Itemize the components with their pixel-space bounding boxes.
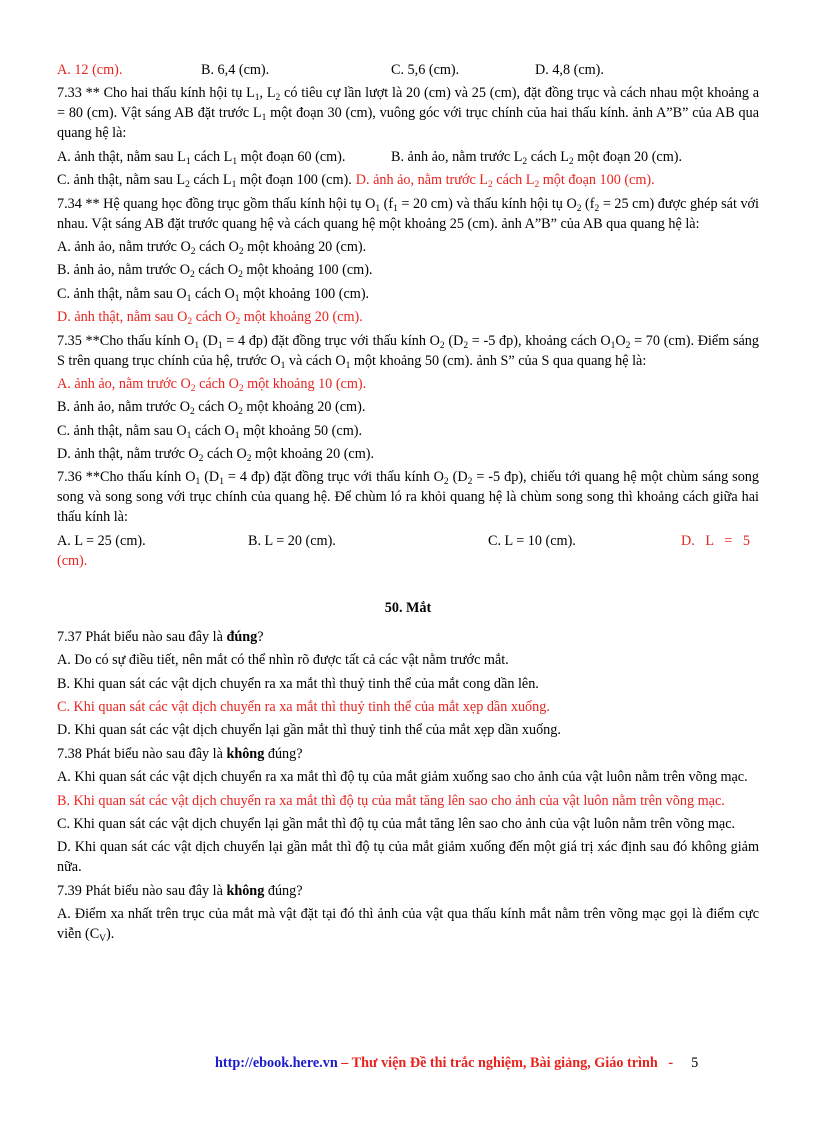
q735-option-c: C. ảnh thật, nằm sau $O_1$ cách $O_1$ một khoảng 50 (cm). <box>57 422 363 441</box>
page-number: 5 <box>691 1055 699 1071</box>
q737-option-c: C. Khi quan sát các vật dịch chuyển ra xa mắt thì thuỷ tinh thể của mắt xẹp dần xuống. <box>57 699 550 716</box>
q739-option-a: A. Điểm xa nhất trên trục của mắt mà vật đặt tại đó thì ảnh của vật qua thấu kính mắt nằm trên võng mạc gọi là điểm cực viễn $(C_V)$. <box>57 906 759 945</box>
q733-options-ab <box>57 147 759 167</box>
q733-option-a: A. ảnh thật, nằm sau $L_1$ cách $L_1$ một đoạn 60 (cm). <box>57 148 346 167</box>
q734-option-d: D. ảnh thật, nằm sau $O_2$ cách $O_2$ một khoảng 20 (cm). <box>57 309 363 328</box>
page-footer <box>215 1053 775 1073</box>
footer-library-title: Thư viện Đề thi trắc nghiệm, Bài giảng, Giáo trình <box>351 1055 658 1071</box>
q734-option-c: C. ảnh thật, nằm sau $O_1$ cách $O_1$ một khoảng 100 (cm). <box>57 285 370 304</box>
q734-stem: 7.34 ** Hệ quang học đồng trục gồm thấu kính hội tụ $O_1$ ($f_1 = 20$ cm) và thấu kính hội tụ $O_2$ ($f_2 = 25$ cm) được ghép sát với nhau. Vật sáng AB đặt trước quang hệ và cách quang hệ một khoảng 25 (cm). ảnh A”B” của AB qua quang hệ là: <box>57 195 759 232</box>
q732-option-c: C. 5,6 (cm). <box>391 62 460 78</box>
q735-stem: 7.35 **Cho thấu kính $O_1$ ($D_1 = 4$ đp) đặt đồng trục với thấu kính $O_2$ ($D_2 = -5$ đp), khoảng cách $O_1O_2 = 70$ (cm). Điểm sáng S trên quang trục chính của hệ, trước $O_1$ và cách $O_1$ một khoảng 50 (cm). ảnh S” của S qua quang hệ là: <box>57 332 759 371</box>
q738-option-c: C. Khi quan sát các vật dịch chuyển lại gần mắt thì độ tụ của mắt tăng lên sao cho ảnh của vật luôn nằm trên võng mạc. <box>57 815 736 832</box>
q737-stem: 7.37 Phát biểu nào sau đây là đúng? <box>57 628 264 645</box>
q737-option-d: D. Khi quan sát các vật dịch chuyển lại gần mắt thì thuỷ tinh thể của mắt xẹp dần xuống. <box>57 722 561 739</box>
q735-option-d: D. ảnh thật, nằm trước $O_2$ cách $O_2$ một khoảng 20 (cm). <box>57 446 375 465</box>
q733-options-cd <box>57 170 759 190</box>
q736-option-c: C. L = 10 (cm). <box>488 532 576 549</box>
q736-option-b: B. L = 20 (cm). <box>248 532 336 549</box>
q737-option-b: B. Khi quan sát các vật dịch chuyển ra xa mắt thì thuỷ tinh thể của mắt cong dần lên. <box>57 675 539 692</box>
q736-option-a: A. L = 25 (cm). <box>57 532 146 549</box>
q732-option-b: B. 6,4 (cm). <box>201 62 270 78</box>
q739-stem: 7.39 Phát biểu nào sau đây là không đúng? <box>57 882 303 899</box>
q736-option-d-cont: (cm). <box>57 552 88 569</box>
q732-options <box>57 60 759 80</box>
q736-options <box>57 531 759 551</box>
footer-dash: - <box>657 1055 674 1071</box>
q735-option-a: A. ảnh ảo, nằm trước $O_2$ cách $O_2$ một khoảng 10 (cm). <box>57 375 367 394</box>
q738-option-d: D. Khi quan sát các vật dịch chuyển lại gần mắt thì độ tụ của mắt giảm xuống đến một giá trị xác định sau đó không giảm nữa. <box>57 839 759 876</box>
section-title: 50. Mắt <box>384 599 432 616</box>
footer-link[interactable]: http://ebook.here.vn <box>215 1055 338 1071</box>
q732-option-d: D. 4,8 (cm). <box>535 62 604 78</box>
q733-option-c: C. ảnh thật, nằm sau $L_2$ cách $L_1$ một đoạn 100 (cm). <box>57 172 352 191</box>
q734-option-b: B. ảnh ảo, nằm trước $O_2$ cách $O_2$ một khoảng 100 (cm). <box>57 262 373 281</box>
q736-stem: 7.36 **Cho thấu kính $O_1$ ($D_1 = 4$ đp) đặt đồng trục với thấu kính $O_2$ ($D_2 = -5$ đp), chiếu tới quang hệ một chùm sáng song song và song song với trục chính của quang hệ. Để chùm ló ra khỏi quang hệ là chùm song song thì khoảng cách giữa hai thấu kính là: <box>57 469 759 526</box>
q732-option-a: A. 12 (cm). <box>57 62 123 78</box>
q734-option-a: A. ảnh ảo, nằm trước $O_2$ cách $O_2$ một khoảng 20 (cm). <box>57 238 367 257</box>
q733-option-d: D. ảnh ảo, nằm trước $L_2$ cách $L_2$ một đoạn 100 (cm). <box>355 172 655 191</box>
q738-stem: 7.38 Phát biểu nào sau đây là không đúng? <box>57 745 303 762</box>
q735-option-b: B. ảnh ảo, nằm trước $O_2$ cách $O_2$ một khoảng 20 (cm). <box>57 399 366 418</box>
document-page <box>57 60 759 948</box>
q737-option-a: A. Do có sự điều tiết, nên mắt có thể nhìn rõ được tất cả các vật nằm trước mắt. <box>57 652 509 669</box>
q738-option-b: B. Khi quan sát các vật dịch chuyển ra xa mắt thì độ tụ của mắt tăng lên sao cho ảnh của vật luôn nằm trên võng mạc. <box>57 792 725 809</box>
q733-stem: 7.33 ** Cho hai thấu kính hội tụ $L_1$, $L_2$ có tiêu cự lần lượt là 20 (cm) và 25 (cm), đặt đồng trục và cách nhau một khoảng a = 80 (cm). Vật sáng AB đặt trước $L_1$ một đoạn 30 (cm), vuông góc với trục chính của hai thấu kính. ảnh A”B” của AB qua quang hệ là: <box>57 85 759 142</box>
q738-option-a: A. Khi quan sát các vật dịch chuyển ra xa mắt thì độ tụ của mắt giảm xuống sao cho ảnh của vật luôn nằm trên võng mạc. <box>57 769 748 786</box>
footer-separator: – <box>337 1055 352 1071</box>
q733-option-b: B. ảnh ảo, nằm trước $L_2$ cách $L_2$ một đoạn 20 (cm). <box>391 148 683 167</box>
q736-option-d: D. L = 5 <box>681 532 750 549</box>
